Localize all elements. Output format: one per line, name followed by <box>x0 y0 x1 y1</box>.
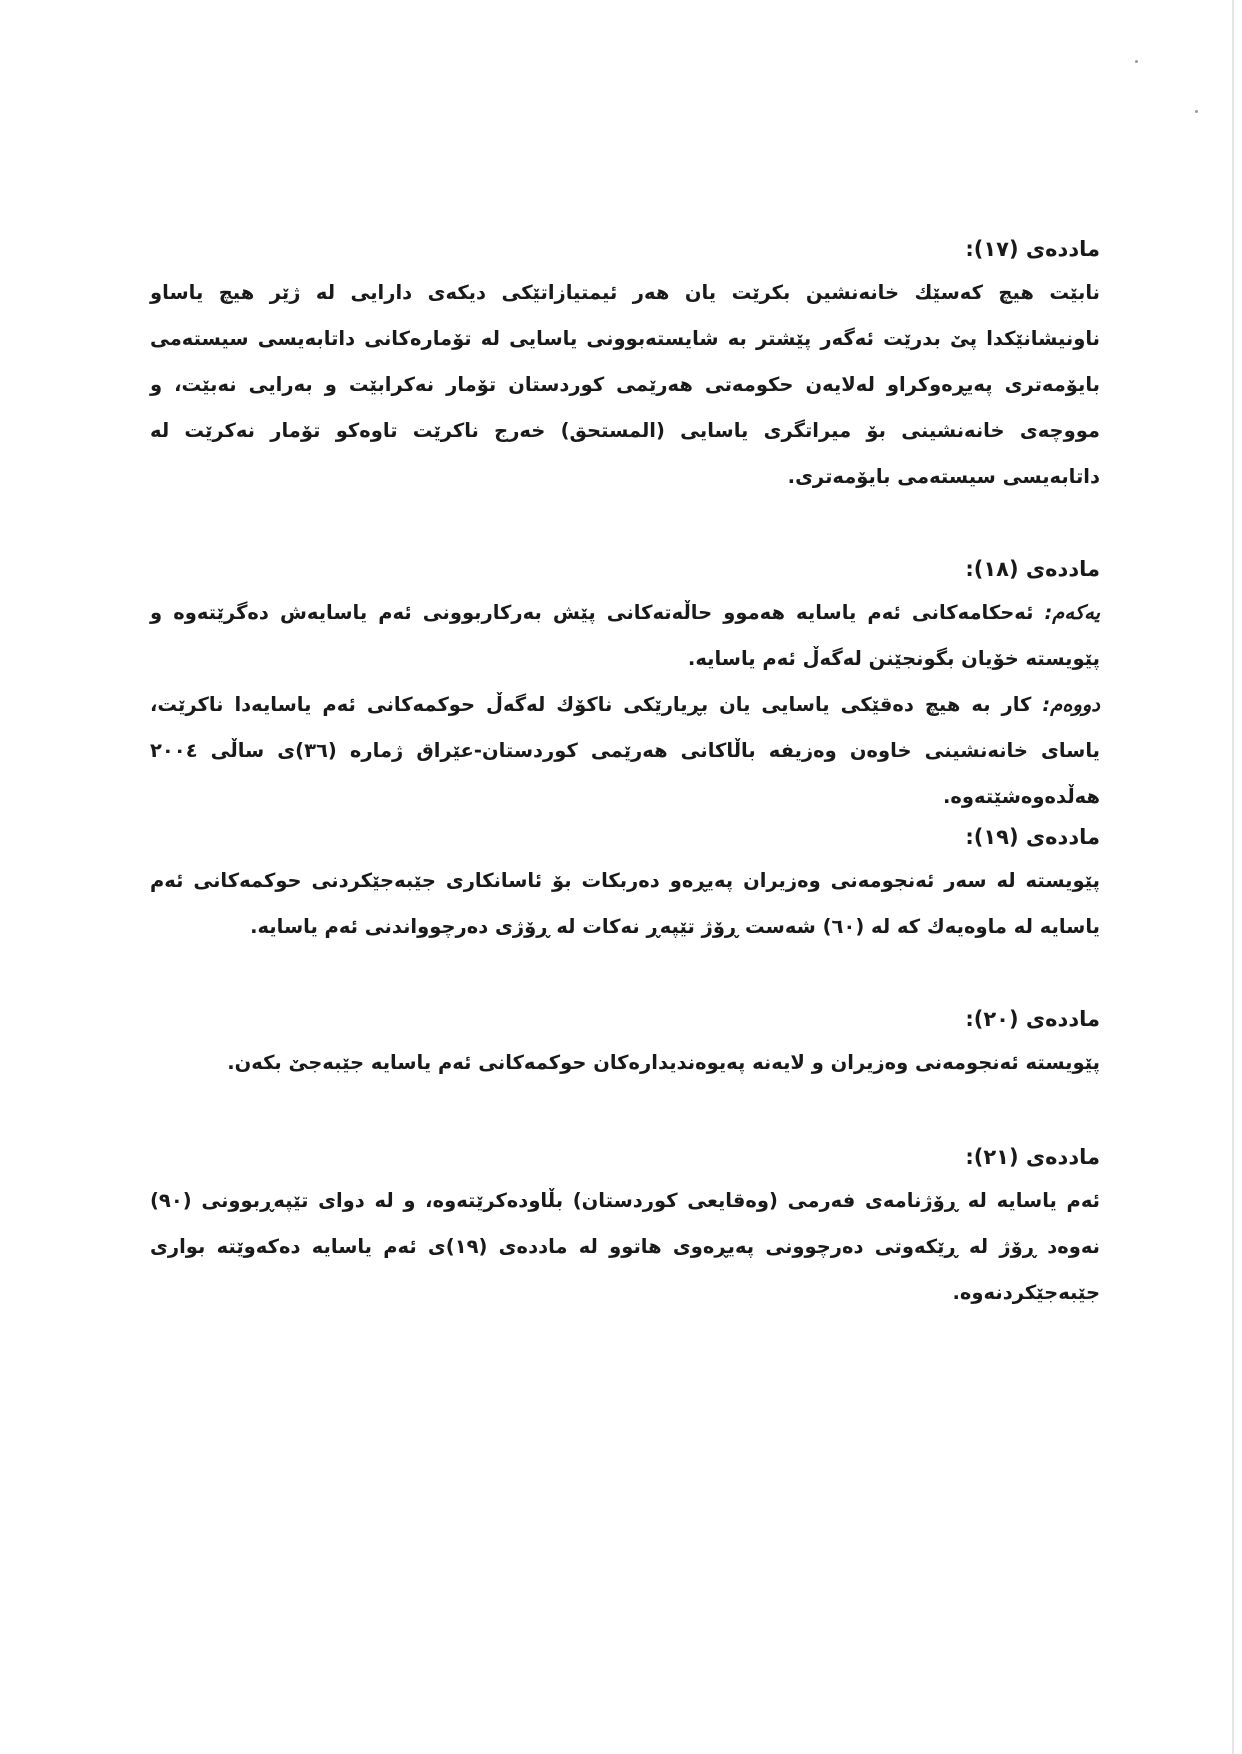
article-heading: ماددەی (١٩): <box>965 825 1100 849</box>
article-item-first <box>150 590 1100 682</box>
article-heading: ماددەی (١٧): <box>965 237 1100 261</box>
article-item-second <box>150 682 1100 820</box>
article-paragraph: پێویستە ئەنجومەنی وەزیران و لایەنە پەیوەندیدارەکان حوکمەکانی ئەم یاسایە جێبەجێ بکەن. <box>227 1051 1100 1074</box>
scan-speck <box>1195 110 1198 113</box>
article-18 <box>150 554 1100 820</box>
article-19 <box>150 822 1100 950</box>
scan-speck <box>1135 60 1138 63</box>
item-text: ئەحکامەکانی ئەم یاسایە هەموو حاڵەتەکانی پێش بەرکاربوونی ئەم یاسایەش دەگرێتەوە و پێویستە خۆیان بگونجێنن لەگەڵ ئەم یاسایە. <box>150 601 1100 670</box>
article-heading: ماددەی (٢٠): <box>965 1007 1100 1031</box>
item-lead: یەکەم: <box>1044 601 1100 624</box>
article-heading: ماددەی (١٨): <box>965 557 1100 581</box>
article-20 <box>150 1004 1100 1086</box>
item-text: کار بە هیچ دەقێکی یاسایی یان بڕیارێکی ناکۆك لەگەڵ حوکمەکانی ئەم یاسایەدا ناکرێت، یاسای خانەنشینی خاوەن وەزیفە باڵاکانی هەرێمی کوردستان-عێراق ژمارە (٣٦)ی ساڵی ٢٠٠٤ هەڵدەوەشێتەوە. <box>150 693 1100 808</box>
scan-edge-line <box>1232 0 1234 1754</box>
article-paragraph: پێویستە لە سەر ئەنجومەنی وەزیران پەیڕەو دەربکات بۆ ئاسانکاری جێبەجێکردنی حوکمەکانی ئەم یاسایە لە ماوەیەك کە لە (٦٠) شەست ڕۆژ تێپەڕ نەکات لە ڕۆژی دەرچوواندنی ئەم یاسایە. <box>150 869 1100 938</box>
article-paragraph: ئەم یاسایە لە ڕۆژنامەی فەرمی (وەقایعی کوردستان) بڵاودەکرێتەوە، و لە دوای تێپەڕبوونی (٩٠) نەوەد ڕۆژ لە ڕێکەوتی دەرچوونی پەیڕەوی هاتوو لە ماددەی (١٩)ی ئەم یاسایە دەکەوێتە بواری جێبەجێکردنەوە. <box>150 1189 1100 1304</box>
article-21 <box>150 1142 1100 1316</box>
article-heading: ماددەی (٢١): <box>965 1145 1100 1169</box>
item-lead: دووەم: <box>1042 693 1100 716</box>
article-paragraph: نابێت هیچ کەسێك خانەنشین بکرێت یان هەر ئیمتیازاتێکی دیکەی دارایی لە ژێر هیچ یاساو ناونیشانێکدا پێ بدرێت ئەگەر پێشتر بە شایستەبوونی یاسایی لە تۆمارەکانی داتابەیسی سیستەمی بایۆمەتری پەیڕەوکراو لەلایەن حکومەتی هەرێمی کوردستان تۆمار نەکرابێت و بەرایی نەبێت، و مووچەی خانەنشینی بۆ میراتگری یاسایی (المستحق) خەرج ناکرێت تاوەکو تۆمار نەکرێت لە داتابەیسی سیستەمی بایۆمەتری. <box>150 281 1100 488</box>
article-17 <box>150 234 1100 500</box>
